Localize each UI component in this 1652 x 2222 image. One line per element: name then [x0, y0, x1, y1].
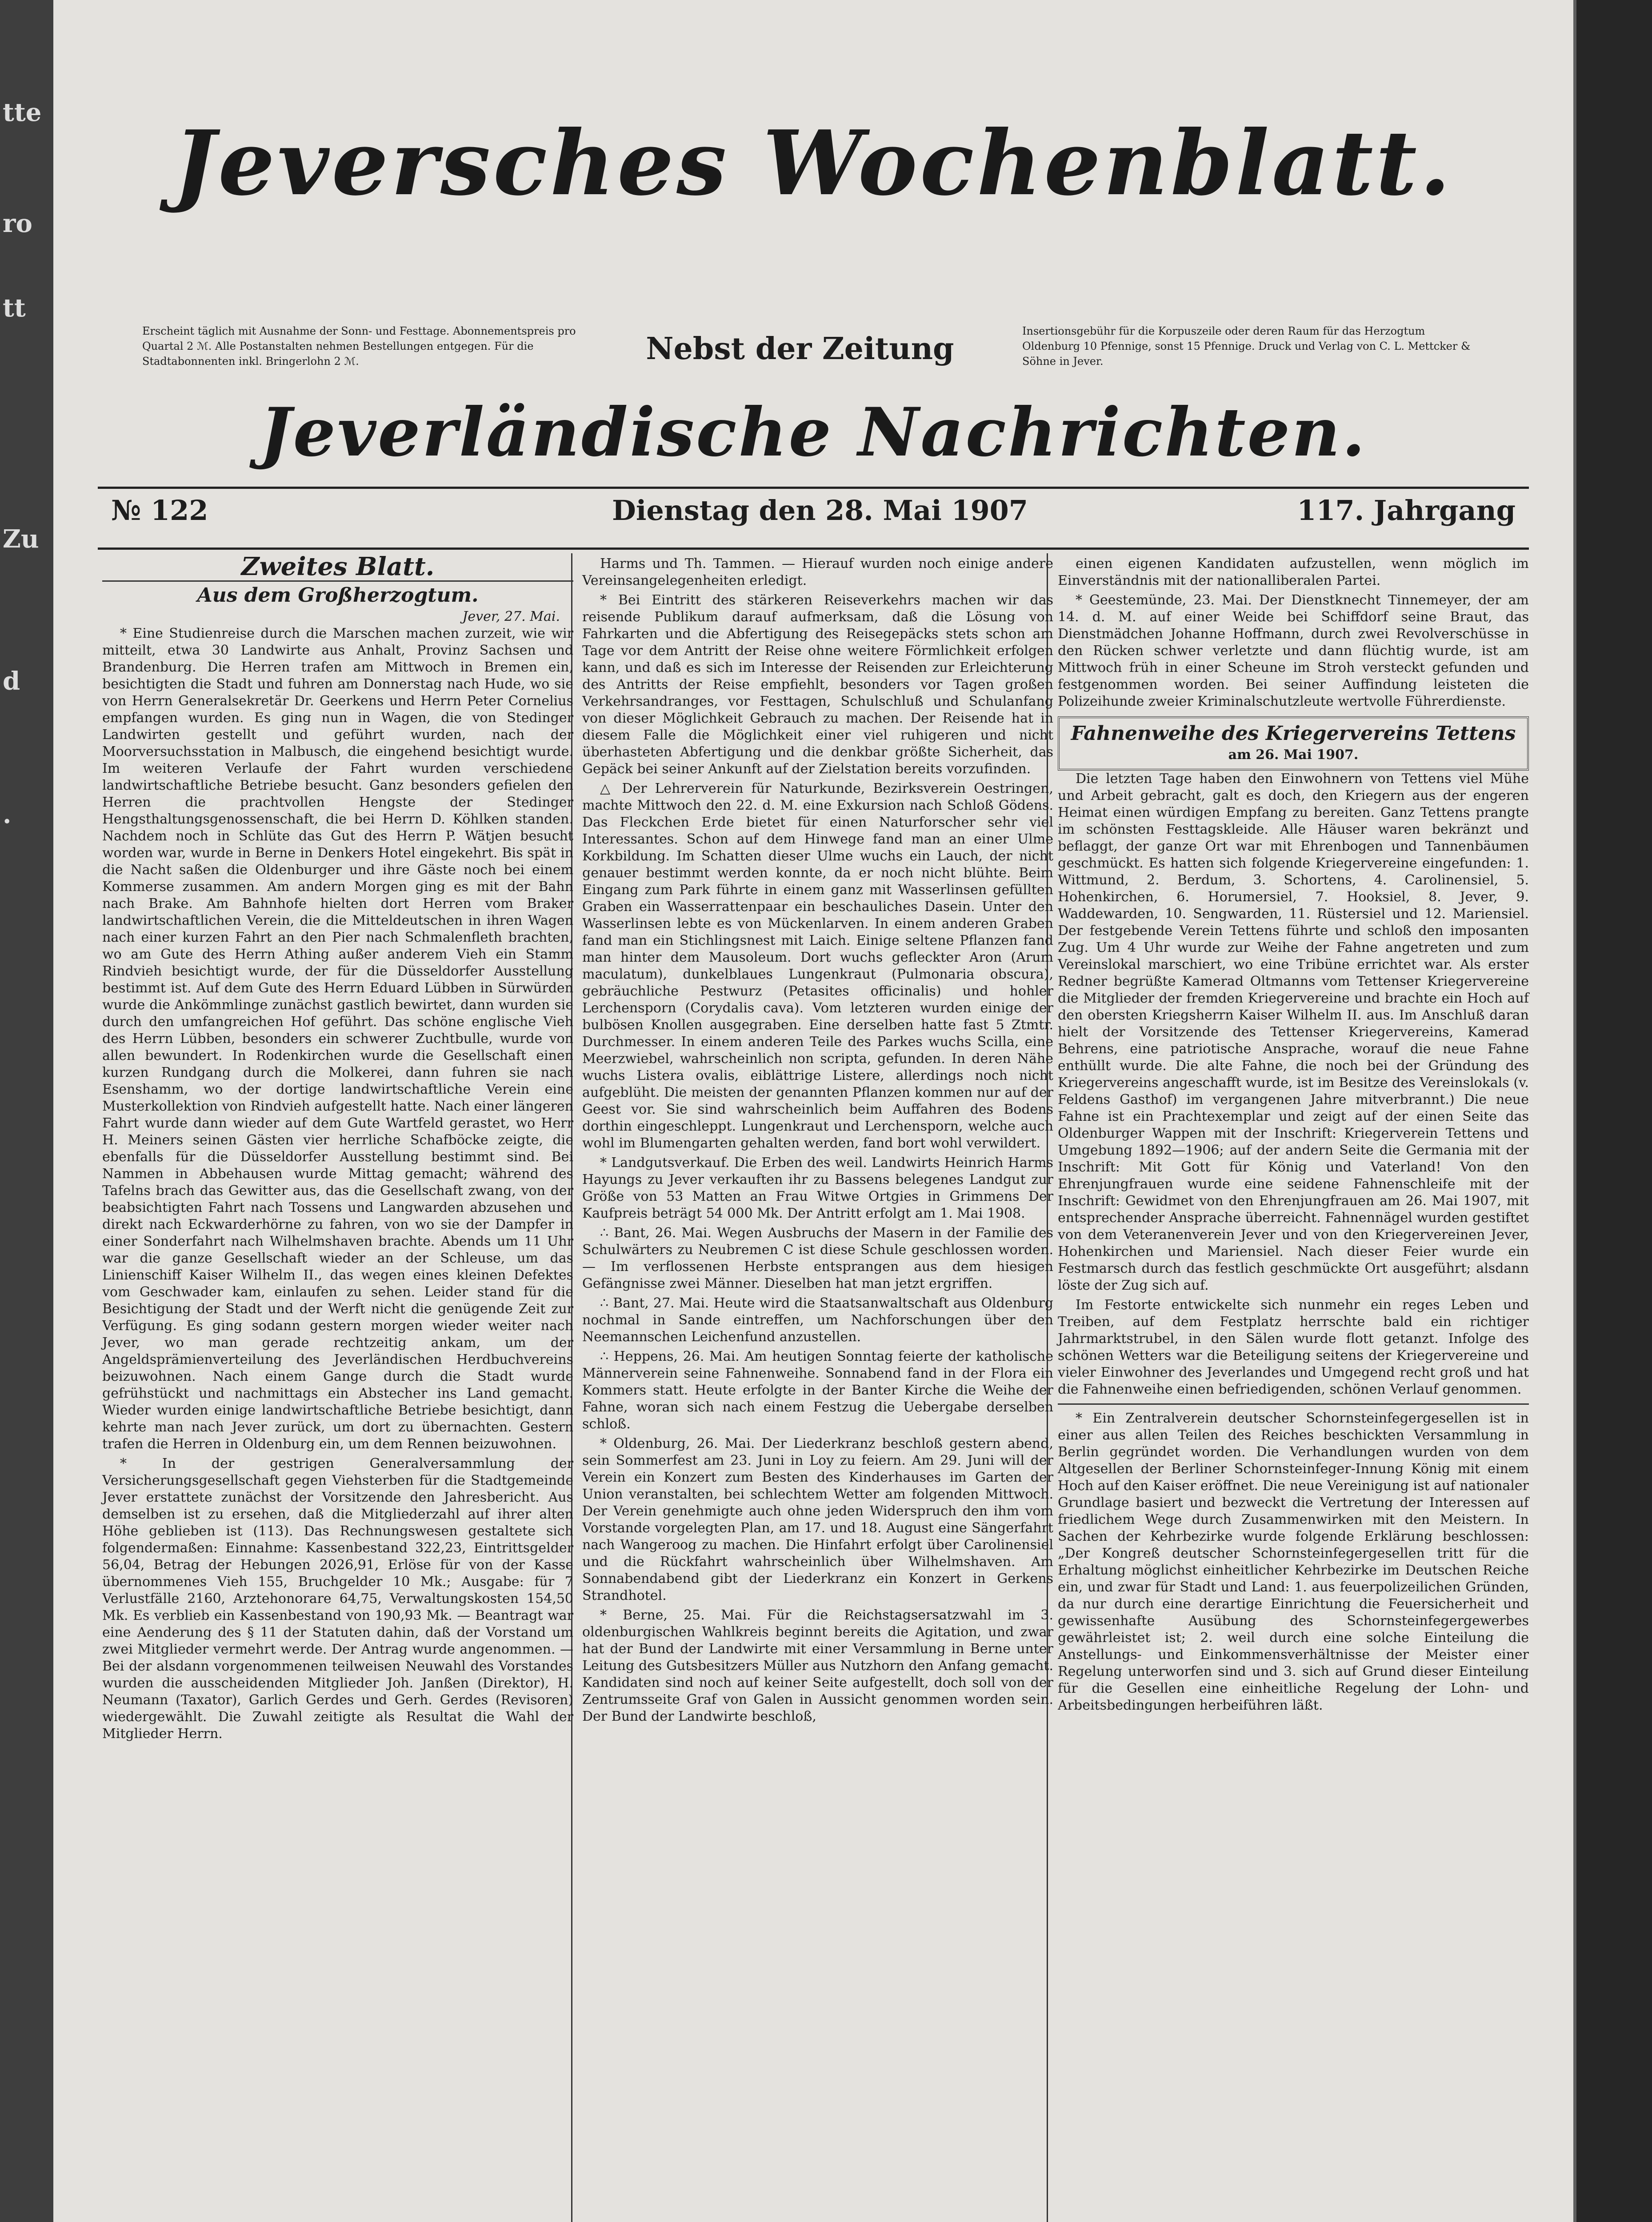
article-subheading: am 26. Mai 1907. [1228, 747, 1359, 763]
article-paragraph: * Oldenburg, 26. Mai. Der Liederkranz beschloß gestern abend, sein Sommerfest am 23. Juni in Loy zu feiern. Am 29. Juni will der Verein ein Konzert zum Besten des Kinderhauses im Garten der Union veranstalten, bei schlechtem Wetter am folgenden Mittwoch. Der Verein genehmigte auch ohne jeden Widerspruch den ihm vom Vorstande vorgelegten Plan, am 17. und 18. August eine Sängerfahrt nach Wangeroog zu machen. Die Hinfahrt erfolgt über Carolinensiel und die Rückfahrt wahrscheinlich über Wilhelmshaven. Am Sonnabendabend gibt der Liederkranz ein Konzert in Gerkens Strandhotel. [582, 1436, 1053, 1603]
section-label: Zweites Blatt. [241, 552, 435, 581]
article-header-box [1058, 716, 1529, 771]
article-paragraph: Harms und Th. Tammen. — Hierauf wurden noch einige andere Vereinsangelegenheiten erledigt. [582, 556, 1053, 588]
adjacent-page-text: tte ro tt Zu d . [3, 98, 42, 829]
article-paragraph: △ Der Lehrerverein für Naturkunde, Bezirksverein Oestringen, machte Mittwoch den 22. d. M. eine Exkursion nach Schloß Gödens. Das Fleckchen Erde bietet für einen Naturforscher sehr viel Interessantes. Schon auf dem Hinwege fand man an einer Ulme Korkbildung. Im Schatten dieser Ulme wuchs ein Lauch, der nicht genauer bestimmt werden konnte, da er noch nicht blühte. Beim Eingang zum Park führte in einem ganz mit Wasserlinsen gefüllten Graben ein Wasserrattenpaar ein beschauliches Dasein. Unter den Wasserlinsen lebte es von Mückenlarven. In einem anderen Graben fand man ein Stichlingsnest mit Laich. Einige seltene Pflanzen fand man hinter dem Mausoleum. Dort wuchs gefleckter Aron (Arum maculatum), dunkelblaues Lungenkraut (Pulmonaria obscura), gebräuchliche Pestwurz (Petasites officinalis) und hohler Lerchensporn (Corydalis cava). Vom letzteren wurden einige der bulbösen Knollen ausgegraben. Eine derselben hatte fast 5 Ztmtr. Durchmesser. In einem anderen Teile des Parkes wuchs Scilla, eine Meerzwiebel, wahrscheinlich non scripta, gefunden. In deren Nähe wuchs Listera ovalis, eiblättrige Listere, allerdings noch nicht aufgeblüht. Die meisten der genannten Pflanzen kommen nur auf der Geest vor. Sie sind wahrscheinlich beim Auffahren des Bodens dorthin eingeschleppt. Lungenkraut und Lerchensporn, welche auch wohl im Blumengarten gehalten werden, fand bort wohl verwildert. [582, 781, 1053, 1151]
issue-number: № 122 [111, 494, 208, 527]
book-edge [1576, 0, 1652, 2222]
dateline-bottom-rule [98, 548, 1529, 550]
article-paragraph: * Geestemünde, 23. Mai. Der Dienstknecht Tinnemeyer, der am 14. d. M. auf einer Weide bei Schiffdorf seine Braut, das Dienstmädchen Johanne Hoffmann, durch zwei Revolverschüsse in den Rücken schwer verletzte und dann flüchtig wurde, ist am Mittwoch früh in einer Scheune im Stroh versteckt gefunden und festgenommen worden. Bei seiner Auffindung leisteten die Polizeihunde zweier Kriminalschutzleute wertvolle Führerdienste. [1058, 592, 1529, 709]
masthead-title: Jeversches Wochenblatt. [173, 111, 1453, 216]
issue-date: Dienstag den 28. Mai 1907 [612, 494, 1028, 527]
article-paragraph: * Landgutsverkauf. Die Erben des weil. Landwirts Heinrich Harms Hayungs zu Jever verkauften ihr zu Bassens belegenes Landgut zur Größe von 53 Matten an Frau Witwe Ortgies in Grimmens Der Kaufpreis beträgt 54 000 Mk. Der Antritt erfolgt am 1. Mai 1908. [582, 1155, 1053, 1221]
column-1 [102, 552, 573, 1745]
article-paragraph: Im Festorte entwickelte sich nunmehr ein reges Leben und Treiben, auf dem Festplatz herrschte bald ein richtiger Jahrmarktstrubel, in den Sälen wurde flott getanzt. Infolge des schönen Wetters war die Beteiligung seitens der Kriegervereine und vieler Einwohner des Jeverlandes und Umgegend recht groß und hat die Fahnenweihe einen befriedigenden, schönen Verlauf genommen. [1058, 1297, 1529, 1397]
subscription-info: Erscheint täglich mit Ausnahme der Sonn- und Festtage. Abonnementspreis pro Quartal 2 ℳ. Alle Postanstalten nehmen Bestellungen entgegen. Für die Stadtabonnenten inkl. Bringerlohn 2 ℳ. [142, 325, 576, 368]
article-paragraph: ∴ Bant, 27. Mai. Heute wird die Staatsanwaltschaft aus Oldenburg nochmal in Sande eintreffen, um Nachforschungen über den Neemannschen Leichenfund anzustellen. [582, 1295, 1053, 1345]
article-paragraph: * Eine Studienreise durch die Marschen machen zurzeit, wie wir mitteilt, etwa 30 Landwirte aus Anhalt, Provinz Sachsen und Brandenburg. Die Herren trafen am Mittwoch in Bremen ein, besichtigten die Stadt und fuhren am Donnerstag nach Hude, wo sie von Herrn Generalsekretär Dr. Geerkens und Herrn Peter Cornelius empfangen wurden. Es ging nun in Wagen, die von Stedinger Landwirten gestellt und geführt wurden, nach der Moorversuchsstation in Malbusch, die eingehend besichtigt wurde. Im weiteren Verlaufe der Fahrt wurden verschiedene landwirtschaftliche Betriebe besucht. Ganz besonders gefielen den Herren die prachtvollen Hengste der Stedinger Hengsthaltungsgenossenschaft, die bei Herrn D. Köhlken standen. Nachdem noch in Schlüte das Gut des Herrn P. Wätjen besucht worden war, wurde in Berne in Denkers Hotel eingekehrt. Bis spät in die Nacht saßen die Oldenburger und ihre Gäste noch bei einem Kommerse zusammen. Am andern Morgen ging es mit der Bahn nach Brake. Am Bahnhofe hielten dort Herren vom Braker landwirtschaftlichen Verein, die die Mitteldeutschen in ihren Wagen nach einer kurzen Fahrt an den Pier nach Schmalenfleth brachten, wo am Gute des Herrn Athing außer anderem Vieh ein Stamm Rindvieh besichtigt wurde, der für die Düsseldorfer Ausstellung bestimmt ist. Auf dem Gute des Herrn Eduard Lübben in Sürwürden wurde die Ankömmlinge zunächst gastlich bewirtet, dann wurden sie durch den umfangreichen Hof geführt. Das schöne englische Vieh des Herrn Lübben, besonders ein schwerer Zuchtbulle, wurde von allen bewundert. In Rodenkirchen wurde die Gesellschaft einen kurzen Rundgang durch die Molkerei, dann fuhren sie nach Esenshamm, wo der dortige landwirtschaftliche Verein eine Musterkollektion von Rindvieh aufgestellt hatte. Nach einer längeren Fahrt wurde dann wieder auf dem Gute Wartfeld gerastet, wo Herr H. Meiners seinen Gästen vier herrliche Schafböcke zeigte, die ebenfalls für die Düsseldorfer Ausstellung bestimmt sind. Bei Nammen in Abbehausen wurde Mittag gemacht; während des Tafelns brach das Gewitter aus, das die Gesellschaft zwang, von der beabsichtigten Fahrt nach Tossens und Langwarden abzusehen und direkt nach Eckwarderhörne zu fahren, von wo sie der Dampfer in einer Sonderfahrt nach Wilhelmshaven brachte. Abends um 11 Uhr war die ganze Gesellschaft wieder an der Schleuse, um das Linienschiff Kaiser Wilhelm II., das wegen eines kleinen Defektes vom Geschwader kam, einlaufen zu sehen. Leider stand für die Besichtigung der Stadt und der Werft nicht die genügende Zeit zur Verfügung. Es ging sodann gestern morgen wieder weiter nach Jever, wo man gerade rechtzeitig ankam, um der Angeldsprämienverteilung des Jeverländischen Herdbuchvereins beizuwohnen. Nach einem Gange durch die Stadt wurde gefrühstückt und nachmittags ein Abstecher ins Land gemacht. Wieder wurden einige landwirtschaftliche Betriebe besichtigt, dann kehrte man nach Jever zurück, um dort zu übernachten. Gestern trafen die Herren in Oldenburg ein, um dem Rennen beizuwohnen. [102, 626, 573, 1452]
article-paragraph: * Bei Eintritt des stärkeren Reiseverkehrs machen wir das reisende Publikum darauf aufmerksam, daß die Lösung von Fahrkarten und die Abfertigung des Reisegepäcks stets schon am Tage vor dem Antritt der Reise ohne weitere Förmlichkeit erfolgen kann, und daß es sich im Interesse der Reisenden zur Erleichterung des Antritts der Reise empfiehlt, besonders vor Tagen großen Verkehrsandranges, vor Festtagen, Schulschluß und Schulanfang von dieser Möglichkeit Gebrauch zu machen. Der Reisende hat in diesem Falle die Möglichkeit einer viel ruhigeren und nicht überhasteten Abfertigung und die denkbar größte Sicherheit, das Gepäck bei seiner Ankunft auf der Zielstation bereits vorzufinden. [582, 592, 1053, 777]
article-paragraph: Die letzten Tage haben den Einwohnern von Tettens viel Mühe und Arbeit gebracht, galt es doch, den Kriegern aus der engeren Heimat einen würdigen Empfang zu bereiten. Ganz Tettens prangte im schönsten Festtagskleide. Alle Häuser waren bekränzt und beflaggt, der ganze Ort war mit Ehrenbogen und Tannenbäumen geschmückt. Es hatten sich folgende Kriegervereine eingefunden: 1. Wittmund, 2. Berdum, 3. Schortens, 4. Carolinensiel, 5. Hohenkirchen, 6. Horumersiel, 7. Hooksiel, 8. Jever, 9. Waddewarden, 10. Sengwarden, 11. Rüstersiel und 12. Mariensiel. Der festgebende Verein Tettens führte und schloß den imposanten Zug. Um 4 Uhr wurde zur Weihe der Fahne angetreten und zum Vereinslokal marschiert, wo eine Tribüne errichtet war. Als erster Redner begrüßte Kamerad Oltmanns vom Tettenser Kriegervereine die Mitglieder der fremden Kriegervereine und brachte ein Hoch auf den obersten Kriegsherrn Kaiser Wilhelm II. aus. Im Anschluß daran hielt der Vorsitzende des Tettenser Kriegervereins, Kamerad Behrens, eine patriotische Ansprache, worauf die neue Fahne enthüllt wurde. Die alte Fahne, die noch bei der Gründung des Kriegervereins angeschafft wurde, ist im Besitze des Vereinslokals (v. Feldens Gasthof) im vergangenen Jahre mitverbrannt.) Die neue Fahne ist ein Prachtexemplar und zeigt auf der einen Seite das Oldenburger Wappen mit der Inschrift: Kriegerverein Tettens und Umgebung 1892—1906; auf der andern Seite die Germania mit der Inschrift: Mit Gott für König und Vaterland! Von den Ehrenjungfrauen wurde eine seidene Fahnenschleife mit der Inschrift: Gewidmet von den Ehrenjungfrauen am 26. Mai 1907, mit entsprechender Ansprache überreicht. Fahnennägel wurden gestiftet von dem Veteranenverein Jever und von den Kriegervereinen Jever, Hohenkirchen und Mariensiel. Nach dieser Feier wurde ein Festmarsch durch das festlich geschmückte Ort ausgeführt; alsdann löste der Zug sich auf. [1058, 771, 1529, 1293]
article-paragraph: ∴ Bant, 26. Mai. Wegen Ausbruchs der Masern in der Familie des Schulwärters zu Neubremen C ist diese Schule geschlossen worden. — Im verflossenen Herbste entsprangen aus dem hiesigen Gefängnisse zwei Männer. Dieselben hat man jetzt ergriffen. [582, 1225, 1053, 1291]
masthead-nebst: Nebst der Zeitung [646, 331, 954, 367]
article-paragraph: * In der gestrigen Generalversammlung der Versicherungsgesellschaft gegen Viehsterben für die Stadtgemeinde Jever erstattete zunächst der Vorsitzende den Jahresbericht. Aus demselben ist zu ersehen, daß die Mitgliederzahl auf ihrer alten Höhe geblieben ist (113). Das Rechnungswesen gestaltete sich folgendermaßen: Einnahme: Kassenbestand 322,23, Eintrittsgelder 56,04, Betrag der Hebungen 2026,91, Erlöse für von der Kasse übernommenes Vieh 155, Bruchgelder 10 Mk.; Ausgabe: für 7 Verlustfälle 2160, Arztehonorare 64,75, Verwaltungskosten 154,50 Mk. Es verblieb ein Kassenbestand von 190,93 Mk. — Beantragt war eine Aenderung des § 11 der Statuten dahin, daß der Vorstand um zwei Mitglieder vermehrt werde. Der Antrag wurde angenommen. — Bei der alsdann vorgenommenen teilweisen Neuwahl des Vorstandes wurden die ausscheidenden Mitglieder Joh. Janßen (Direktor), H. Neumann (Taxator), Garlich Gerdes und Gerh. Gerdes (Revisoren) wiedergewählt. Die Zuwahl zeitigte als Resultat die Wahl der Mitglieder Herrn. [102, 1456, 573, 1742]
article-paragraph: * Berne, 25. Mai. Für die Reichstagsersatzwahl im 3. oldenburgischen Wahlkreis beginnt bereits die Agitation, und zwar hat der Bund der Landwirte mit einer Versammlung in Berne unter Leitung des Gutsbesitzers Müller aus Nutzhorn den Anfang gemacht. Kandidaten sind noch auf keiner Seite aufgestellt, doch soll von der Zentrumsseite Graf von Galen in Aussicht genommen worden sein. Der Bund der Landwirte beschloß, [582, 1607, 1053, 1724]
article-paragraph: * Ein Zentralverein deutscher Schornsteinfegergesellen ist in einer aus allen Teilen des Reiches beschickten Versammlung in Berlin gegründet worden. Die Verhandlungen wurden von dem Altgesellen der Berliner Schornsteinfeger-Innung König mit einem Hoch auf den Kaiser eröffnet. Die neue Vereinigung ist auf nationaler Grundlage basiert und bezweckt die Vertretung der Interessen auf friedlichem Wege durch Zusammenwirken mit den Meistern. In Sachen der Kehrbezirke wurde folgende Erklärung beschlossen: „Der Kongreß deutscher Schornsteinfegergesellen tritt für die Erhaltung möglichst einheitlicher Kehrbezirke im Deutschen Reiche ein, und zwar für Stadt und Land: 1. aus feuerpolizeilichen Gründen, da nur durch eine derartige Einrichtung die Feuersicherheit und gewissenhafte Ausübung des Schornsteinfegergewerbes gewährleistet ist; 2. weil durch eine solche Einteilung die Anstellungs- und Einkommensverhältnisse der Meister einer Regelung unterworfen sind und 3. sich auf Grund dieser Einteilung für die Gesellen eine einheitliche Regelung der Lohn- und Arbeitsbedingungen herbeiführen läßt. [1058, 1411, 1529, 1713]
advertising-info: Insertionsgebühr für die Korpuszeile oder deren Raum für das Herzogtum Oldenburg 10 Pfennige, sonst 15 Pfennige. Druck und Verlag von C. L. Mettcker & Söhne in Jever. [1022, 325, 1471, 368]
volume-year: 117. Jahrgang [1297, 494, 1516, 527]
article-paragraph: ∴ Heppens, 26. Mai. Am heutigen Sonntag feierte der katholische Männerverein seine Fahnenweihe. Sonnabend fand in der Flora ein Kommers statt. Heute erfolgte in der Banter Kirche die Weihe der Fahne, woran sich nach einem Festzug die Uebergabe derselben schloß. [582, 1349, 1053, 1432]
article-paragraph: einen eigenen Kandidaten aufzustellen, wenn möglich im Einverständnis mit der nationalliberalen Partei. [1058, 556, 1529, 588]
dateline-top-rule [98, 487, 1529, 489]
divider [1058, 1403, 1529, 1405]
newspaper-page [53, 0, 1573, 2222]
section-heading: Aus dem Großherzogtum. [197, 584, 479, 607]
masthead-subtitle: Jeverländische Nachrichten. [260, 393, 1367, 472]
dateline-place: Jever, 27. Mai. [462, 609, 560, 624]
column-2 [582, 556, 1053, 1728]
column-3 [1058, 556, 1529, 1717]
article-heading: Fahnenweihe des Kriegervereins Tettens [1071, 722, 1516, 745]
